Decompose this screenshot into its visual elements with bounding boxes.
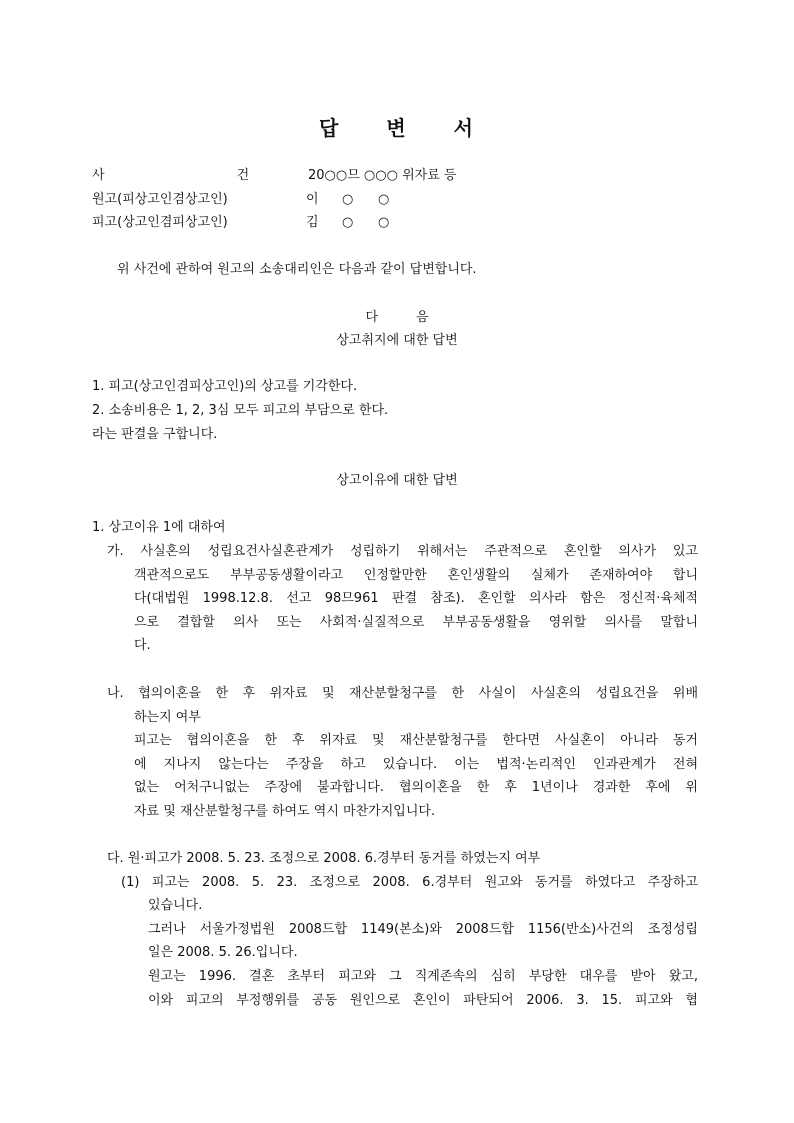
paragraph-line: 이와 피고의 부정행위를 공동 원인으로 혼인이 파탄되어 2006. 3. 15. 피고와 협 bbox=[148, 993, 698, 1008]
defendant-name: 김 ○ ○ bbox=[306, 215, 390, 230]
paragraph-line: 원고는 1996. 결혼 초부터 피고와 그 직계존속의 심히 부당한 대우를 받아 왔고, bbox=[148, 969, 698, 984]
purpose-item: 2. 소송비용은 1, 2, 3심 모두 피고의 부담으로 한다. bbox=[92, 403, 389, 418]
reason-heading: 상고이유에 대한 답변 bbox=[336, 473, 458, 488]
paragraph-line: 하는지 여부 bbox=[134, 710, 201, 725]
paragraph-line: 피고는 협의이혼을 한 후 위자료 및 재산분할청구를 한다면 사실혼이 아니라 동거 bbox=[134, 733, 698, 748]
paragraph-line: 다. 원·피고가 2008. 5. 23. 조정으로 2008. 6.경부터 동거를 하였는지 여부 bbox=[107, 851, 541, 866]
title-char: 변 bbox=[386, 116, 408, 140]
paragraph-line: 그러나 서울가정법원 2008드합 1149(본소)와 2008드합 1156(반소)사건의 조정성립 bbox=[148, 922, 698, 937]
document-title bbox=[0, 112, 794, 141]
section-title: 1. 상고이유 1에 대하여 bbox=[92, 520, 226, 535]
title-char: 답 bbox=[319, 116, 341, 140]
purpose-heading: 상고취지에 대한 답변 bbox=[336, 333, 458, 348]
da-eum-heading: 다 음 bbox=[365, 310, 429, 325]
case-label: 사 건 bbox=[92, 168, 250, 183]
case-number: 20○○므 ○○○ 위자료 등 bbox=[308, 168, 457, 183]
purpose-item: 1. 피고(상고인겸피상고인)의 상고를 기각한다. bbox=[92, 379, 358, 394]
paragraph-line: 일은 2008. 5. 26.입니다. bbox=[148, 945, 298, 960]
paragraph-line: 으로 결합할 의사 또는 사회적·실질적으로 부부공동생활을 영위할 의사를 말합니 bbox=[134, 615, 698, 630]
intro-paragraph: 위 사건에 관하여 원고의 소송대리인은 다음과 같이 답변합니다. bbox=[117, 262, 477, 277]
paragraph-line: 나. 협의이혼을 한 후 위자료 및 재산분할청구를 한 사실이 사실혼의 성립요건을 위배 bbox=[107, 686, 698, 701]
purpose-closing: 라는 판결을 구합니다. bbox=[92, 427, 218, 442]
plaintiff-name: 이 ○ ○ bbox=[306, 192, 390, 207]
paragraph-line: (1) 피고는 2008. 5. 23. 조정으로 2008. 6.경부터 원고와 동거를 하였다고 주장하고 bbox=[121, 875, 698, 890]
paragraph-line: 자료 및 재산분할청구를 하여도 역시 마찬가지입니다. bbox=[134, 804, 436, 819]
title-char: 서 bbox=[453, 116, 475, 140]
defendant-label: 피고(상고인겸피상고인) bbox=[92, 215, 228, 230]
plaintiff-label: 원고(피상고인겸상고인) bbox=[92, 192, 228, 207]
paragraph-line: 객관적으로도 부부공동생활이라고 인정할만한 혼인생활의 실체가 존재하여야 합니 bbox=[134, 568, 698, 583]
paragraph-line: 다(대법원 1998.12.8. 선고 98므961 판결 참조). 혼인할 의사라 함은 정신적·육체적 bbox=[134, 591, 698, 606]
paragraph-line: 있습니다. bbox=[148, 898, 203, 913]
paragraph-line: 없는 어처구니없는 주장에 불과합니다. 협의이혼을 한 후 1년이나 경과한 후에 위 bbox=[134, 780, 698, 795]
paragraph-line: 가. 사실혼의 성립요건사실혼관계가 성립하기 위해서는 주관적으로 혼인할 의사가 있고 bbox=[107, 544, 698, 559]
paragraph-line: 에 지나지 않는다는 주장을 하고 있습니다. 이는 법적·논리적인 인과관계가 전혀 bbox=[134, 757, 698, 772]
paragraph-line: 다. bbox=[134, 638, 151, 653]
